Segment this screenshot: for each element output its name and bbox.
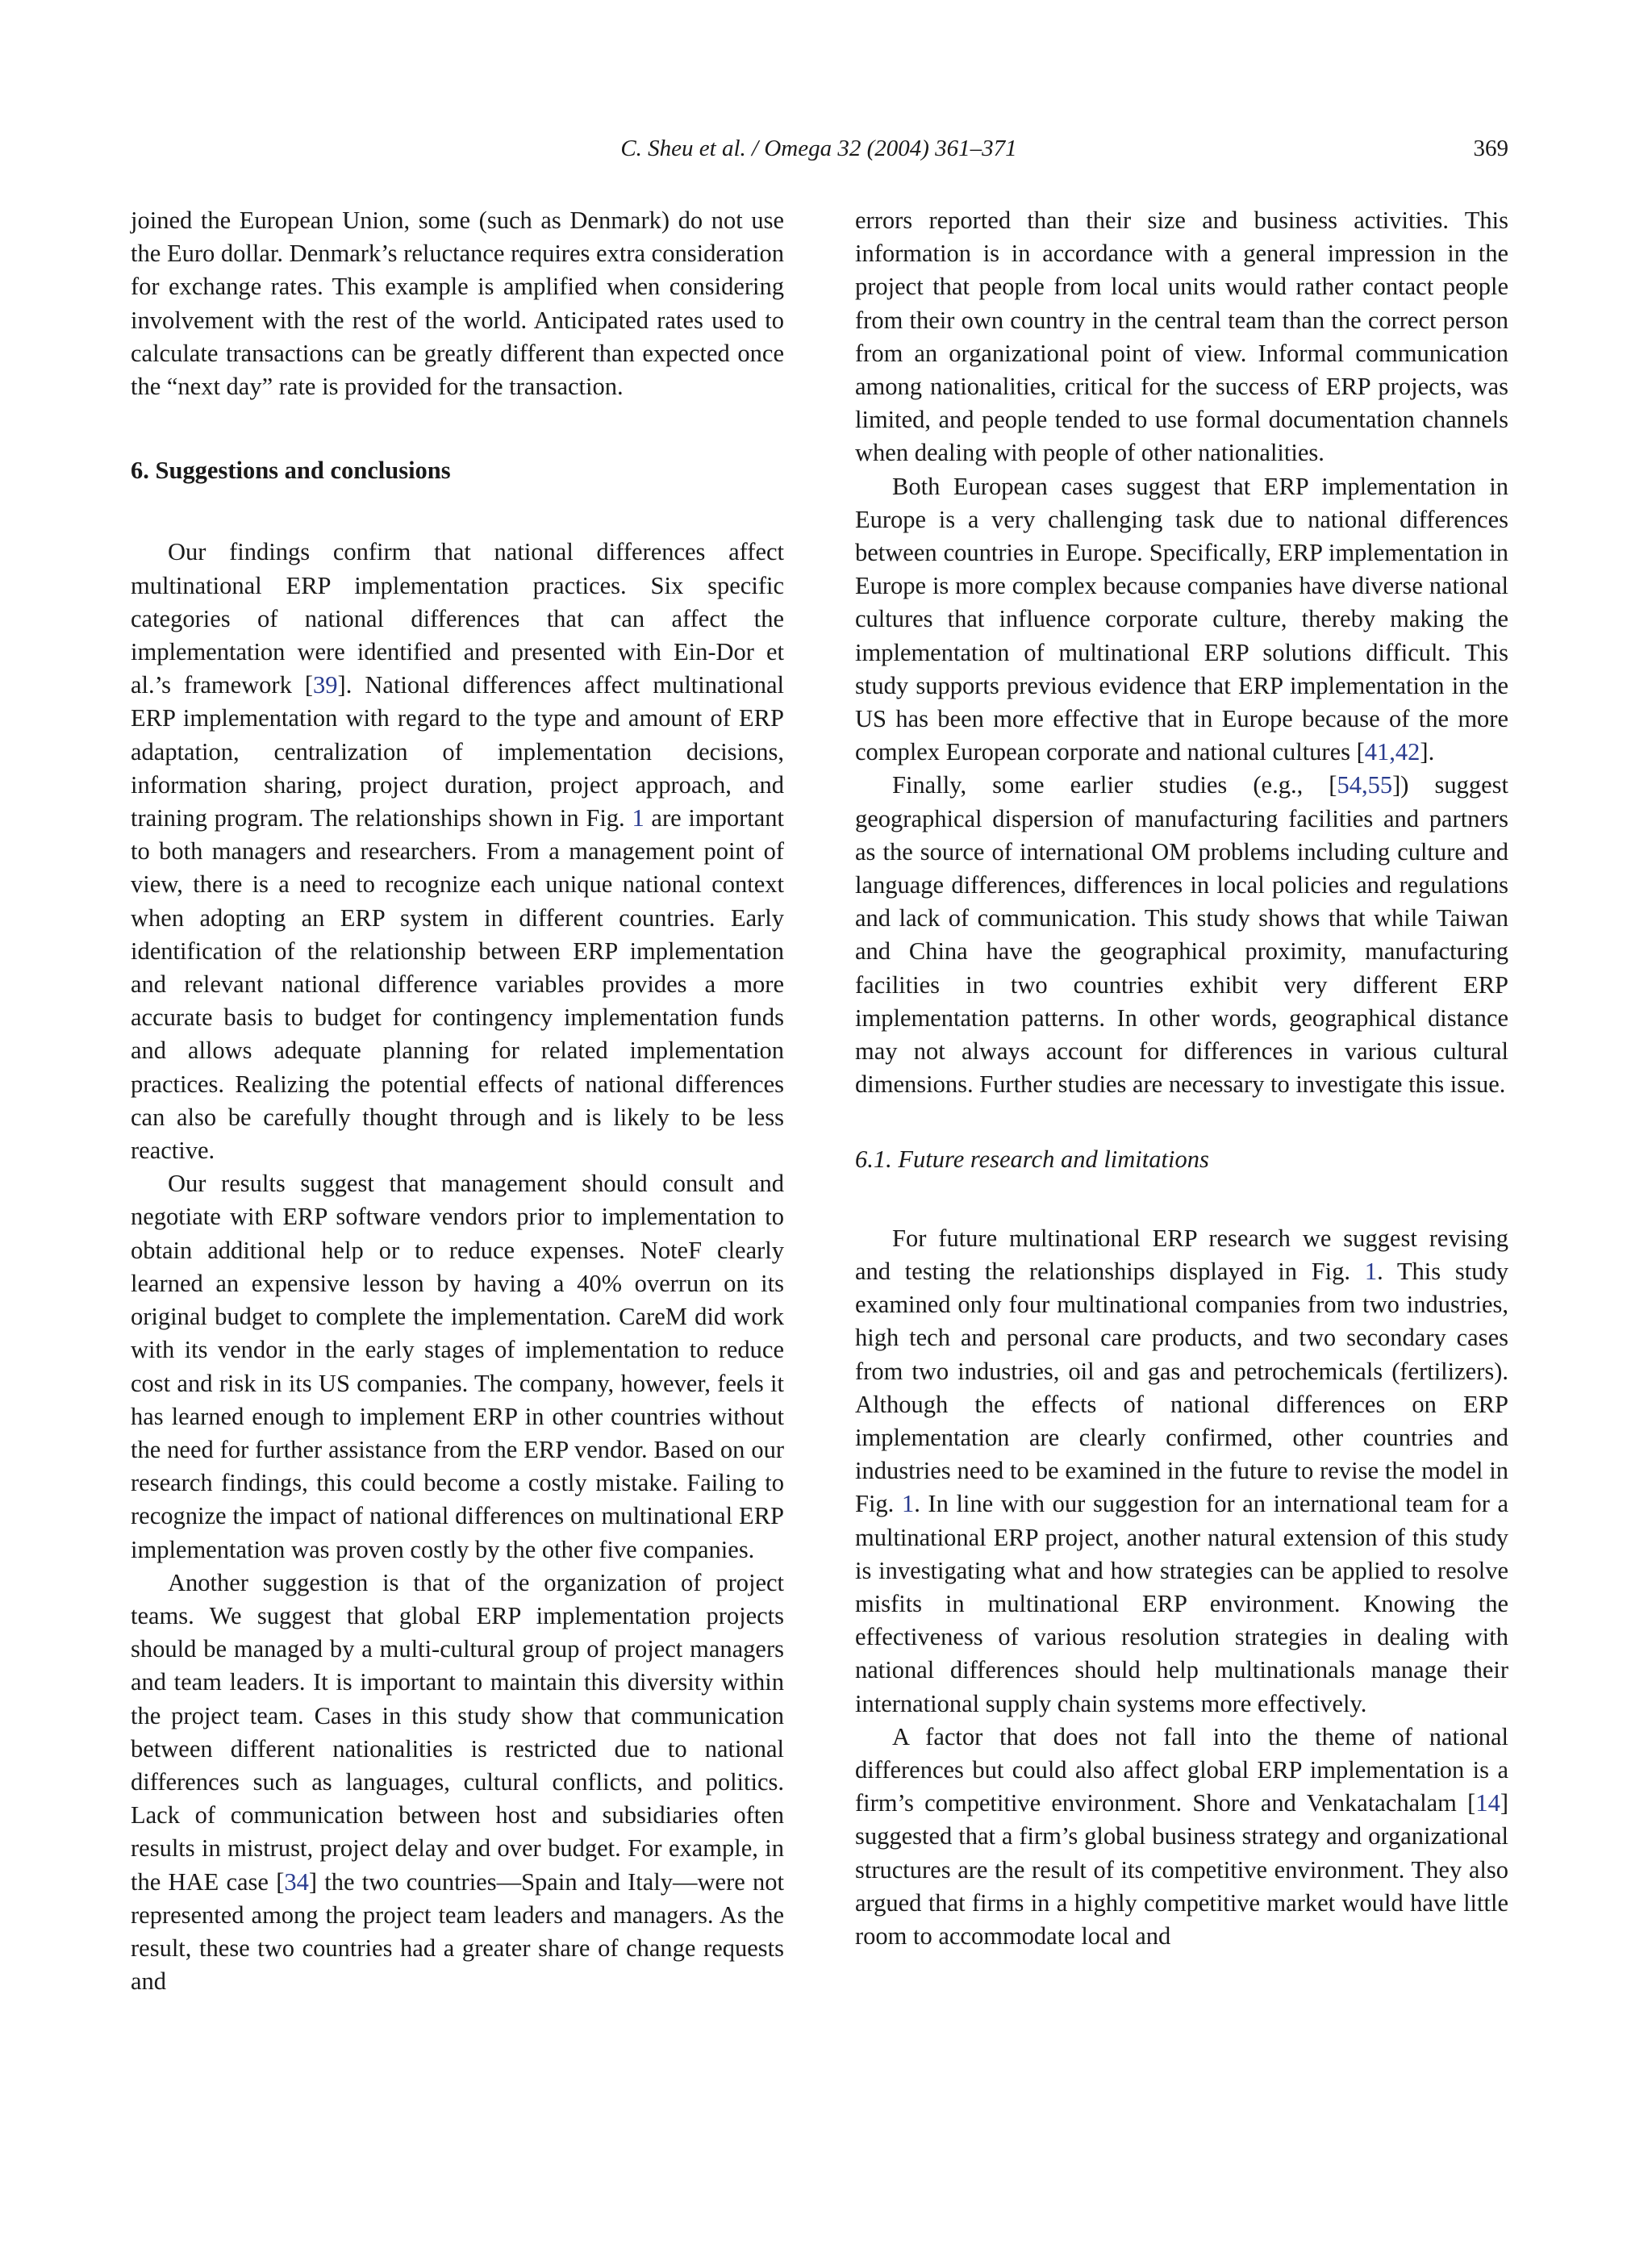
paragraph bbox=[855, 769, 1508, 1101]
section-heading: 6. Suggestions and conclusions bbox=[131, 457, 451, 485]
text: . This study examined only four multinational companies from two industries, high tech and personal care products, and two secondary cases from two industries, oil and gas and petrochemicals (fertilizers). Although the effects of national differences on ERP implementation are clearly confirmed, other countries and industries need to be examined in the future to revise the model in Fig. bbox=[855, 1257, 1508, 1518]
paragraph bbox=[855, 470, 1508, 770]
text: ] suggested that a firm’s global business strategy and organizational structures are the result of its competitive environment. They also argued that firms in a highly competitive market would have little room to accommodate local and bbox=[855, 1789, 1508, 1950]
text: Both European cases suggest that ERP implementation in Europe is a very challenging task due to national differences between countries in Europe. Specifically, ERP implementation in Europe is more complex because companies have diverse national cultures that influence corporate culture, thereby making the implementation of multinational ERP solutions difficult. This study supports previous evidence that ERP implementation in the US has been more effective that in Europe because of the more complex European corporate and national cultures [ bbox=[855, 472, 1508, 766]
right-column bbox=[855, 204, 1508, 1953]
citation-link[interactable]: 14 bbox=[1475, 1789, 1500, 1817]
paragraph bbox=[131, 1567, 784, 1999]
paragraph bbox=[855, 1721, 1508, 1953]
text: ] the two countries—Spain and Italy—were not represented among the project team leaders and managers. As the result, these two countries had a greater share of change requests and bbox=[131, 1867, 784, 1996]
running-head: C. Sheu et al. / Omega 32 (2004) 361–371 bbox=[620, 136, 1017, 161]
text: Another suggestion is that of the organization of project teams. We suggest that global ERP implementation projects should be managed by a multi-cultural group of project managers and team leaders. It is important to maintain this diversity within the project team. Cases in this study show that communication between different nationalities is restricted due to national differences such as languages, cultural conflicts, and politics. Lack of communication between host and subsidiaries often results in mistrust, project delay and over budget. For example, in the HAE case [ bbox=[131, 1568, 784, 1896]
text: A factor that does not fall into the theme of national differences but could also affect global ERP implementation is a firm’s competitive environment. Shore and Venkatachalam [ bbox=[855, 1722, 1508, 1817]
paragraph bbox=[131, 536, 784, 1167]
figure-link[interactable]: 1 bbox=[632, 804, 645, 832]
left-column bbox=[131, 204, 784, 1998]
text: are important to both managers and researchers. From a management point of view, there is a need to recognize each unique national context when adopting an ERP system in different countries. Early identification of the relationship between ERP implementation and relevant national difference variables provides a more accurate basis to budget for contingency implementation funds and allows adequate planning for related implementation practices. Realizing the potential effects of national differences can also be carefully thought through and is likely to be less reactive. bbox=[131, 804, 784, 1165]
paragraph: errors reported than their size and business activities. This information is in accordance with a general impression in the project that people from local units would rather contact people from their own country in the central team than the correct person from an organizational point of view. Informal communication among nationalities, critical for the success of ERP projects, was limited, and people tended to use formal documentation channels when dealing with people of other nationalities. bbox=[855, 207, 1508, 467]
text: . In line with our suggestion for an international team for a multinational ERP project, another natural extension of this study is investigating what and how strategies can be applied to resolve misfits in multinational ERP environment. Knowing the effectiveness of various resolution strategies in dealing with national differences should help multinationals manage their international supply chain systems more effectively. bbox=[855, 1490, 1509, 1717]
text: ]. bbox=[1420, 738, 1435, 766]
paragraph bbox=[855, 1222, 1508, 1721]
paragraph: joined the European Union, some (such as Denmark) do not use the Euro dollar. Denmark’s reluctance requires extra consideration for exchange rates. This example is amplified when considering involvement with the rest of the world. Anticipated rates used to calculate transactions can be greatly different than expected once the “next day” rate is provided for the transaction. bbox=[131, 207, 784, 401]
text: For future multinational ERP research we suggest revising and testing the relationships displayed in Fig. bbox=[855, 1224, 1508, 1285]
figure-link[interactable]: 1 bbox=[1364, 1257, 1378, 1285]
citation-link[interactable]: 54,55 bbox=[1337, 771, 1393, 799]
text: ]) suggest geographical dispersion of manufacturing facilities and partners as the source of international OM problems including culture and language differences, differences in local policies and regulations and lack of communication. This study shows that while Taiwan and China have the geographical proximity, manufacturing facilities in two countries exhibit very different ERP implementation patterns. In other words, geographical distance may not always account for differences in various cultural dimensions. Further studies are necessary to investigate this issue. bbox=[855, 771, 1508, 1099]
text: ]. National differences affect multinational ERP implementation with regard to the type and amount of ERP adaptation, centralization of implementation decisions, information sharing, project duration, project approach, and training program. The relationships shown in Fig. bbox=[131, 671, 784, 832]
figure-link[interactable]: 1 bbox=[901, 1490, 915, 1518]
page-number: 369 bbox=[1473, 136, 1508, 161]
paragraph: Our results suggest that management should consult and negotiate with ERP software vendors prior to implementation to obtain additional help or to reduce expenses. NoteF clearly learned an expensive lesson by having a 40% overrun on its original budget to complete the implementation. CareM did work with its vendor in the early stages of implementation to reduce cost and risk in its US companies. The company, however, feels it has learned enough to implement ERP in other countries without the need for further assistance from the ERP vendor. Based on our research findings, this could become a costly mistake. Failing to recognize the impact of national differences on multinational ERP implementation was proven costly by the other five companies. bbox=[131, 1170, 784, 1563]
text: Our findings confirm that national differences affect multinational ERP implementation practices. Six specific categories of national differences that can affect the implementation were identified and presented with Ein-Dor et al.’s framework [ bbox=[131, 538, 784, 699]
text: Finally, some earlier studies (e.g., [ bbox=[892, 771, 1337, 799]
page-header bbox=[129, 136, 1508, 168]
citation-link[interactable]: 34 bbox=[284, 1867, 309, 1896]
subsection-heading: 6.1. Future research and limitations bbox=[855, 1145, 1209, 1174]
citation-link[interactable]: 39 bbox=[313, 671, 338, 699]
citation-link[interactable]: 41,42 bbox=[1364, 738, 1420, 766]
